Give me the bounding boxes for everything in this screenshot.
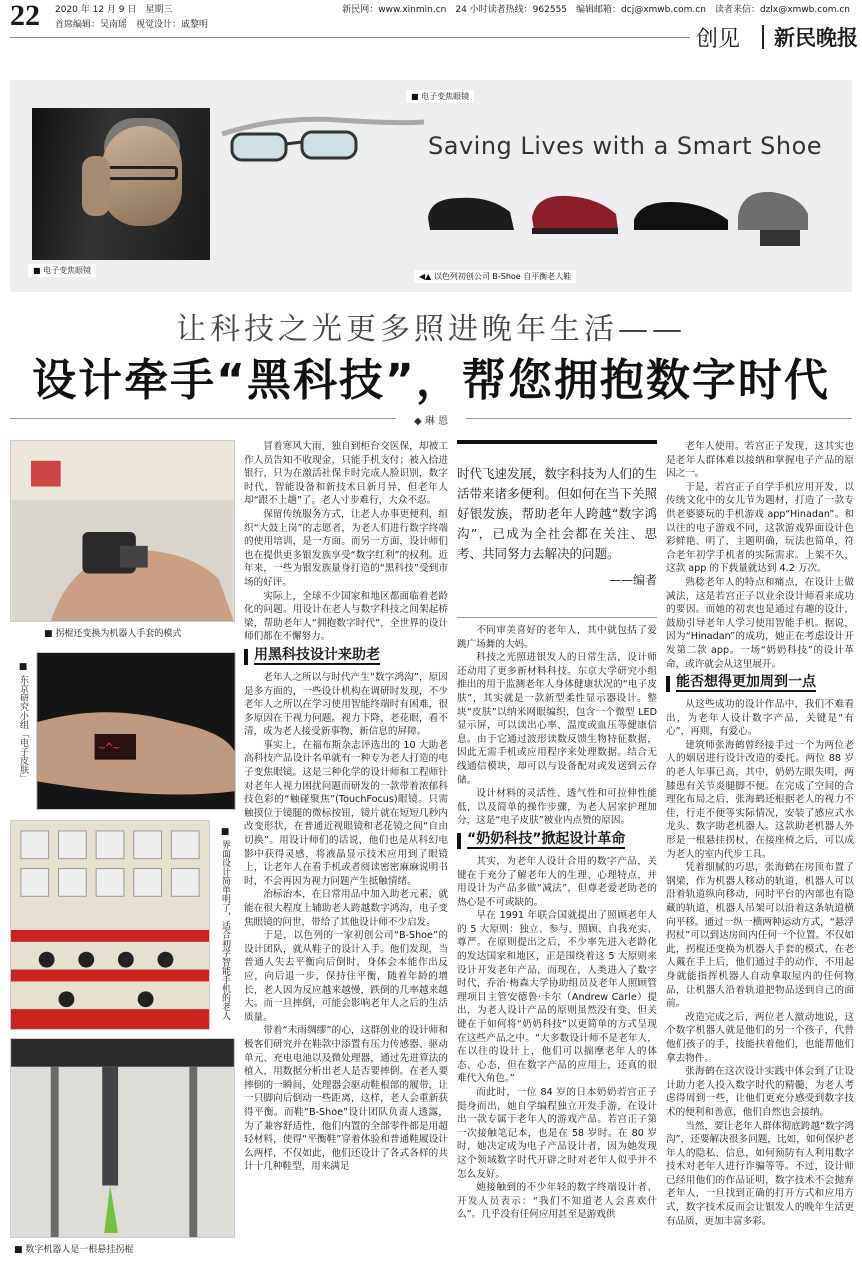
caption-robot: ■ 数字机器人是一根悬挂拐棍 — [14, 1245, 134, 1255]
subheading-text: 能否想得更加周到一点 — [676, 674, 816, 691]
paragraph: 事实上，在福布斯杂志评选出的 10 大助老高科技产品设计名单就有一种专为老人打造的电子变焦眼镜。这是三种化学的设计师和工程师针对老年人视力困扰问题而研发的一款带着浓郁科技色彩的“触碰聚焦”(TouchFocus)眼镜。只需触摸位于镜腿的微标按钮，镜片就在短短几秒内改变形状，在普通近视眼镜和老花镜之间“自由切换”。用设计师们的话说，他们也是从科幻电影中获得灵感，将液晶显示技术应用到了眼镜上，让老年人在看手机或者阅读密密麻麻说明书时，不会再因为视力问题产生抵触情绪。 — [244, 739, 448, 887]
paragraph: 科技之光照进银发人的日常生活，设计师还动用了更多新材料科技。东京大学研究小组推出的用于监测老年人身体健康状况的“电子皮肤”，其实就是一款新型柔性显示器设计。整块“皮肤”以纳米网眼编织，包含一个微型 LED 显示屏，可以读出心率、温度或血压等健康信息。由于它通过波形读数反馈生物特征数据，因此无需手机或应用程序来处理数据。结合无线通信模块，却可以与设备配对或发送到云存储。 — [457, 652, 657, 786]
paragraph: 建筑师张海鹤曾经接手过一个为两位老人的姻居进行设计改造的委托。两位 88 岁的老人年事已高，其中，奶奶左眼失明，两膝患有关节炎腿脚不便。在完成了空间的合理化布局之后，张海鹤还根据老人的视力不佳，行走不便等实际情况，安装了感应式水龙头、数字助老机器人。这款助老机器人外形是一根悬挂拐杖，在接座椅之后，可以成为老人的室内代步工具。 — [666, 739, 854, 860]
svg-text:~^~: ~^~ — [98, 740, 120, 755]
paragraph: 于是，若宫正子自学手机应用开发，以传统文化中的女儿节为题材，打造了一款专供老婆婆玩的手机游戏 app“Hinadan”。和以往的电子游戏不同，这款游戏界面设计色彩鲜艳、明了，主题明确，玩法也简单，符合老年初学手机者的实际需求。上架不久，这款 app 的下载量就达到 4.2 万次。 — [666, 481, 854, 575]
paragraph: 于是，以色列的一家初创公司“B-Shoe”的设计团队，就从鞋子的设计入手。他们发现，当普通人失去平衡向后倒时，身体会本能作出反应，向后退一步，保持住平衡，随着年龄的增长，老人因为反应越来越慢，跌倒的几率越来越大。而一旦摔倒，可能会影响老年人之后的生活质量。 — [244, 930, 448, 1023]
paragraph: 熟稔老年人的特点和痛点，在设计上做减法，这是若宫正子以业余设计师看来成功的要因。而她的初衷也是通过有趣的设计，鼓励引导老年人学习使用智能手机。据说，因为“Hinadan”的成功，她正在考虑设计开发第二款 app。一场“奶奶科技”的设计革命，或许就会从这里展开。 — [666, 576, 854, 670]
editor-pullquote — [457, 440, 657, 618]
banner-photo-strip — [10, 80, 852, 292]
paragraph: 张海鹤在这次设计实践中体会到了让设计助力老人投入数字时代的精髓，为老人考虑得周到一些，让他们更充分感受到数字技术的便利和善意，他们自然也会接纳。 — [666, 1066, 854, 1118]
caption-shoes: ◀▲ 以色列初创公司 B-Shoe 自平衡老人鞋 — [414, 270, 576, 283]
paragraph: 老年人使用。若宫正子发现，这其实也是老年人群体难以接纳和掌握电子产品的原因之一。 — [666, 441, 854, 480]
article-column-2 — [457, 624, 657, 1270]
paragraph: 改造完成之后，两位老人激动地说，这个数字机器人就是他们的另一个孩子，代替他们孩子的手，技能扶着他们，也能帮他们拿去物件。 — [666, 1011, 854, 1064]
robot-glove-photo — [10, 440, 235, 622]
smart-shoes-illustration — [420, 168, 810, 248]
paragraph: 而此时，一位 84 岁的日本奶奶若宫正子挺身而出，她自学编程独立开发手游，在设计出一款专属于老年人的游戏产品。若宫正子第一次接触笔记本，也是在 58 岁时。在 80 岁时，她决定成为电子产品设计者，因为她发现这个领域数字时代开辟之时对老年人似乎并不怎么友好。 — [457, 1087, 657, 1180]
caption-app: ■ 界面设计简单明了，适合初学智能手机的老人 — [220, 827, 230, 1020]
masthead-left — [10, 0, 310, 36]
glasses-shape — [106, 166, 178, 180]
paragraph: 当然，要让老年人群体彻底跨越“数字鸿沟”，还要解决很多问题，比如，如何保护老年人的隐私、信息，如何预防有人利用数字技术对老年人进行诈骗等等。不过，设计师已经用他们的作品证明，数字技术不会抛弃老年人，一旦找到正确的打开方式和应用方式，数字技术反而会让银发人的晚年生活更有品质，更加丰富多彩。 — [666, 1120, 854, 1227]
caption-hand: ■ 拐棍还变换为机器人手套的模式 — [44, 629, 182, 639]
paragraph: 保留传统服务方式，让老人办事更便利，组织“大鼓上岗”的志愿者，为老人们进行数字终端的使用培训，是一方面。而另一方面，设计师们也在提供更多银发族享受“数字红利”的权利。近年来，一些为银发族量身打造的“黑科技”受到市场的好评。 — [244, 508, 448, 588]
header-divider — [762, 25, 764, 49]
paragraph: 早在 1991 年联合国就提出了照顾老年人的 5 大原则：独立、参与、照顾、自我充实、尊严。在原则提出之后，不少率先进入老龄化的发达国家和地区，正是围绕着这 5 大原则来设计开发老年产品，而现在，人类进入了数字时代，乔治·梅森大学协助组员及老年人照顾管理项目主管安德鲁·卡尔（Andrew Carle）提出，为老人设计产品的原则虽然没有变，但关键在于如何将“奶奶科技”以更简单的方式呈现在这些产品之中。“大多数设计师不是老年人，在以往的设计上，他们可以揣摩老年人的体态、心态，但在数字产品的应用上，还真的很难代入角色。” — [457, 910, 657, 1085]
subheading-marker — [457, 833, 461, 849]
paragraph: 从这些成功的设计作品中，我们不难看出，为老年人设计数字产品，关键是“有心”，再则，有爱心。 — [666, 699, 854, 738]
man-with-glasses-photo — [32, 108, 210, 260]
paragraph: 带着“未雨绸缪”的心，这群创业的设计师和极客们研究并在鞋款中添置有压力传感器、驱动单元、充电电池以及微处理器，通过先进算法的植入，用数据分析出老人是否要摔倒。在老人要摔倒的一瞬间，处理器会驱动鞋根部的履带，让一只脚向后倒动一些距离，这样，老人会重新获得平衡。而鞋“B-Shoe”设计团队负责人透露，为了兼容舒适性，他们内置的全部零件都是用超轻材料，使得“平衡鞋”穿着体验和普通鞋履设计么两样，不仅如此，他们还设计了各式各样的共计十几种鞋型，用来满足 — [244, 1025, 448, 1173]
paragraph: 不同审美喜好的老年人，其中就包括了爱跳广场舞的大妈。 — [457, 625, 657, 650]
paragraph: 凭着细腻的巧思，张海鹤在房顶布置了钢梁，作为机器人移动的轨道，机器人可以沿着轨道纵向移动，同时平台的内部也有隐藏的轨道，机器人吊架可以沿着这条轨道横向平移。通过一纵一横两种运动方式，“悬浮拐杖”可以到达房间内任何一个位置。不仅如此，拐棍还变换为机器人手套的模式，在老人戴在手上后，他们通过手的动作，不用起身就能指挥机器人自动拿取屋内的任何物品，让机器人沿着轨道把物品送到自己的面前。 — [666, 862, 854, 1010]
hand-shape — [82, 156, 110, 216]
headline-main: 设计牵手“黑科技”，帮您拥抱数字时代 — [32, 355, 830, 406]
paragraph: 治标治本，在日常用品中加入助老元素，就能在很大程度上辅助老人跨越数字鸿沟，电子变焦眼镜的问世，带给了其他设计师不少启发。 — [244, 889, 448, 928]
article-column-1 — [244, 440, 448, 1270]
paragraph: 设计材料的灵活性、透气性和可拉伸性能低，以及简单的操作步骤，为老人居家护理加分，这是“电子皮肤”被业内点赞的原因。 — [457, 788, 657, 827]
paragraph: 实际上，全球不少国家和地区都面临着老龄化的问题。用设计在老人与数字科技之间架起桥梁，帮助老年人“拥抱数字时代”，全世界的设计师们都在不懈努力。 — [244, 590, 448, 643]
section-name: 创见 — [696, 27, 741, 52]
digital-robot-photo — [10, 1038, 235, 1238]
paragraph: 老年人之所以与时代产生“数字鸿沟”，原因是多方面的，一些设计机构在调研时发现，不少老年人之所以在学习使用智能终端时有困难，很多原因在于视力问题。视力下降、老花眼，看不清，成为老人接受新事物、新信息的屏障。 — [244, 671, 448, 738]
electronic-glasses-illustration — [218, 112, 428, 167]
shoe-slogan: Saving Lives with a Smart Shoe — [428, 132, 823, 160]
subheading-marker — [244, 649, 248, 665]
paragraph: 她接触到的不少年轻的数字终端设计者、开发人员表示：“我们不知道老人会喜欢什么”。几乎没有任何应用甚至是游戏供 — [457, 1182, 657, 1221]
hinadan-app-screen — [10, 820, 210, 1030]
contact-line: 新民网：www.xinmin.cn 24 小时读者热线：962555 编辑邮箱：dcj@xmwb.com.cn 读者来信：dzlx@xmwb.com.cn — [342, 5, 850, 15]
paragraph: 冒着寒风大雨，独自到柜台交医保，却被工作人员告知不收现金，只能手机支付；被入拾进银行，只为在激活社保卡时完成人脸识别，数字时代，智能设备和新技术日新月异，但老年人却“跟不上趟”了。老人寸步难行，大众不忍。 — [244, 441, 448, 507]
header-rule — [10, 37, 690, 38]
subheading-marker — [666, 676, 670, 692]
pullquote-attribution: ——编者 — [608, 573, 657, 587]
dateline: 2020 年 12 月 9 日 星期三 — [55, 5, 173, 15]
electronic-skin-photo — [36, 652, 236, 810]
subheading-3 — [666, 676, 854, 692]
subheading-1 — [244, 649, 448, 665]
pullquote-text: 时代飞速发展，数字科技为人们的生活带来诸多便利。但如何在当下关照好银发族，帮助老年人跨越“数字鸿沟”，已成为全社会都在关注、思考、共同努力去解决的问题。 — [457, 466, 658, 561]
paragraph: 其实，为老年人设计合用的数字产品，关键在于充分了解老年人的生理、心理特点，并用设计为产品多做“减法”，但尊老爱老助老的热心是不可或缺的。 — [457, 855, 657, 908]
subheading-2 — [457, 833, 657, 849]
caption-glasses: ■ 电子变焦眼镜 — [406, 90, 474, 103]
headline-kicker: 让科技之光更多照进晚年生活—— — [176, 312, 686, 347]
newspaper-name: 新民晚报 — [774, 25, 858, 50]
page-number: 22 — [10, 0, 40, 32]
subheading-text: 用黑科技设计来助老 — [254, 647, 380, 664]
caption-skin: ■ 东京研究小组「电子皮肤」 — [18, 662, 28, 783]
caption-man: ■ 电子变焦眼镜 — [28, 264, 96, 277]
editors-credit: 首席编辑：吴南瑶 视觉设计：戚黎明 — [55, 20, 209, 30]
subheading-text: “奶奶科技”掀起设计革命 — [467, 831, 626, 848]
article-column-3 — [666, 440, 854, 1270]
byline: ◆ 琳 恩 — [413, 416, 449, 427]
